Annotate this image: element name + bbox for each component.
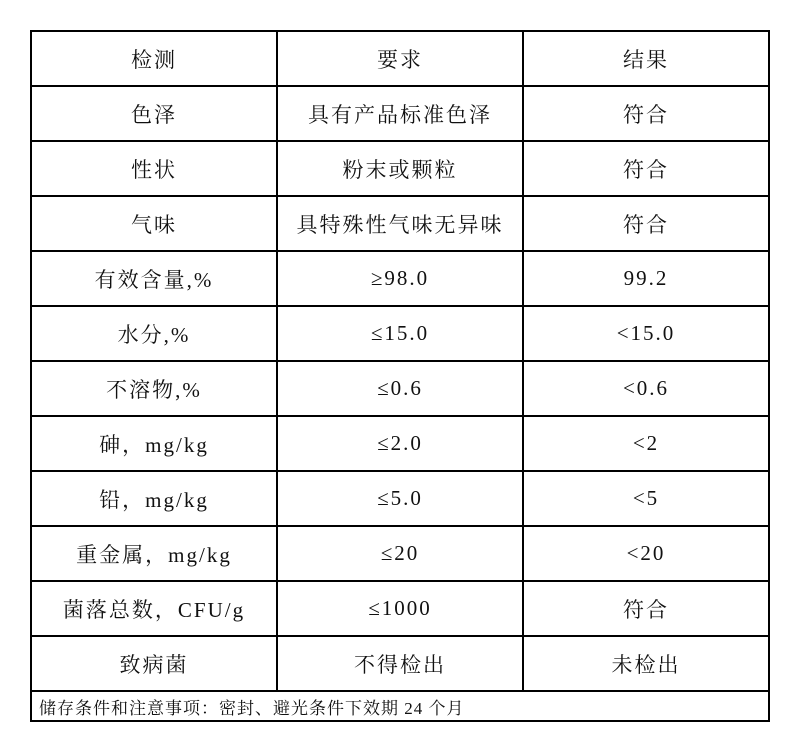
cell-test: 不溶物,% [31,361,277,416]
cell-requirement: ≥98.0 [277,251,523,306]
cell-test: 气味 [31,196,277,251]
cell-result: 未检出 [523,636,769,691]
header-test: 检测 [31,31,277,86]
inspection-table [30,30,770,722]
table-row [31,251,769,306]
cell-result: <0.6 [523,361,769,416]
cell-result: 符合 [523,581,769,636]
cell-requirement: 不得检出 [277,636,523,691]
cell-result: 符合 [523,141,769,196]
cell-result: 99.2 [523,251,769,306]
storage-note: 储存条件和注意事项：密封、避光条件下效期 24 个月 [31,691,769,721]
cell-test: 菌落总数，CFU/g [31,581,277,636]
cell-result: <15.0 [523,306,769,361]
header-result: 结果 [523,31,769,86]
cell-requirement: ≤1000 [277,581,523,636]
table-row [31,526,769,581]
cell-requirement: ≤0.6 [277,361,523,416]
cell-requirement: ≤15.0 [277,306,523,361]
cell-test: 铅，mg/kg [31,471,277,526]
table-row [31,141,769,196]
cell-test: 重金属，mg/kg [31,526,277,581]
table-row [31,361,769,416]
table-row [31,636,769,691]
table-row [31,416,769,471]
cell-requirement: ≤2.0 [277,416,523,471]
header-requirement: 要求 [277,31,523,86]
cell-result: <20 [523,526,769,581]
cell-result: <2 [523,416,769,471]
table-row [31,581,769,636]
cell-test: 有效含量,% [31,251,277,306]
table-row [31,86,769,141]
cell-requirement: ≤20 [277,526,523,581]
cell-requirement: 具特殊性气味无异味 [277,196,523,251]
cell-test: 色泽 [31,86,277,141]
cell-result: 符合 [523,196,769,251]
cell-requirement: ≤5.0 [277,471,523,526]
cell-requirement: 具有产品标准色泽 [277,86,523,141]
table-row [31,196,769,251]
cell-test: 砷，mg/kg [31,416,277,471]
table-row [31,471,769,526]
cell-requirement: 粉末或颗粒 [277,141,523,196]
cell-test: 性状 [31,141,277,196]
table-row [31,306,769,361]
cell-result: <5 [523,471,769,526]
footer-row [31,691,769,721]
cell-test: 致病菌 [31,636,277,691]
cell-test: 水分,% [31,306,277,361]
header-row [31,31,769,86]
cell-result: 符合 [523,86,769,141]
